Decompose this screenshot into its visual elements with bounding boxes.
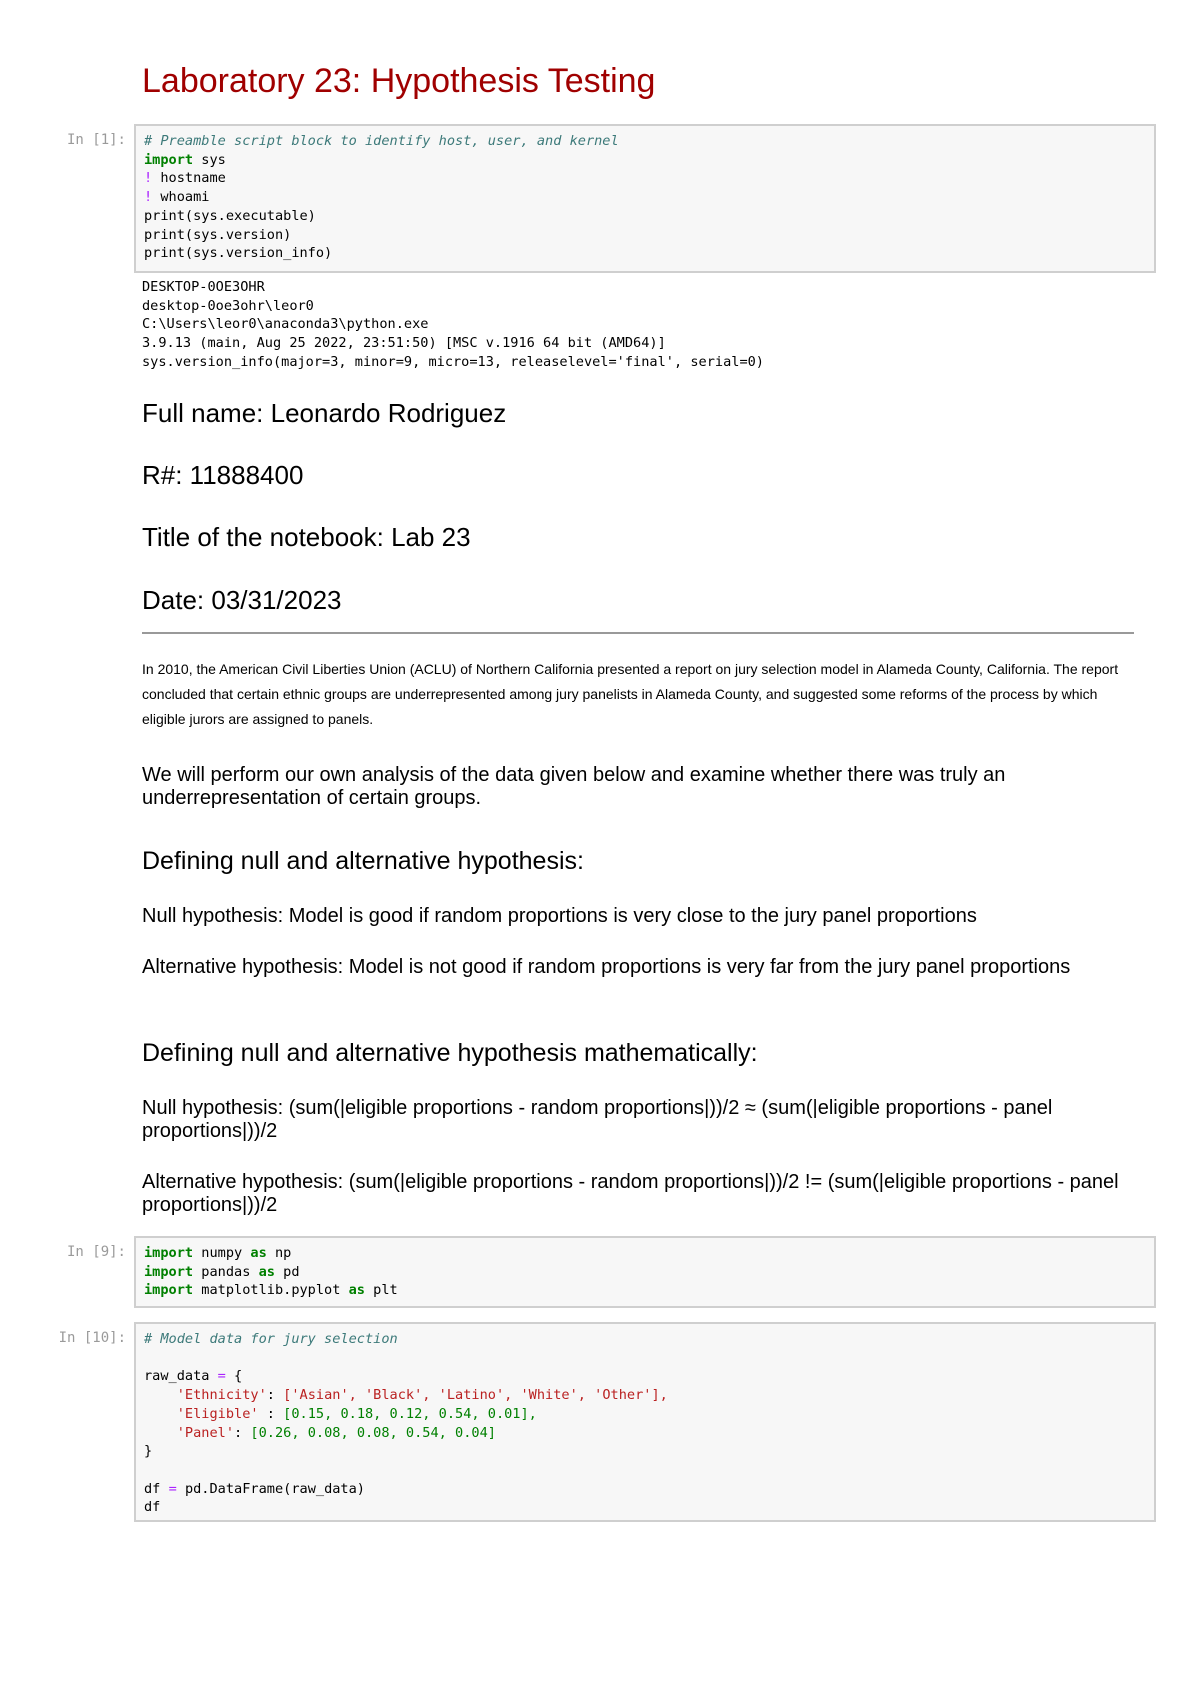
null-hypothesis: Null hypothesis: Model is good if random proportions is very close to the jury panel proportions — [142, 905, 977, 927]
cell-prompt-9: In [9]: — [66, 1244, 126, 1260]
code-keyword: as — [250, 1245, 267, 1261]
code-text: } — [144, 1443, 153, 1460]
code-text: matplotlib.pyplot — [193, 1282, 349, 1299]
shell-bang: ! — [144, 189, 153, 206]
alternative-hypothesis: Alternative hypothesis: Model is not good if random proportions is very far from the jury panel proportions — [142, 956, 1071, 978]
code-text: numpy — [193, 1245, 251, 1261]
math-hypothesis-heading: Defining null and alternative hypothesis mathematically: — [142, 1039, 758, 1067]
shell-bang: ! — [144, 170, 153, 187]
code-text: print(sys.version_info) — [144, 245, 333, 262]
code-keyword: as — [348, 1282, 365, 1299]
code-keyword: import — [144, 1245, 194, 1261]
code-string: 'Ethnicity' — [176, 1387, 267, 1404]
code-text: pd.DataFrame(raw_data) — [184, 1480, 365, 1497]
code-text: np — [266, 1245, 292, 1261]
code-text: df — [144, 1480, 161, 1497]
code-operator: = — [168, 1480, 177, 1497]
code-cell-model-data[interactable]: # Model data for jury selection raw_data = { 'Ethnicity': ['Asian', 'Black', 'Latino', 'White', 'Other'], 'Eligible' : [0.15, 0.18, 0.12, 0.54, 0.01], 'Panel': [0.26, 0.08, 0.08, 0.54, 0.04] } df = pd.DataFrame(raw_data) df — [134, 1322, 1156, 1522]
code-text: print(sys.version) — [144, 226, 292, 243]
code-text: hostname — [152, 170, 226, 187]
notebook-title: Title of the notebook: Lab 23 — [142, 522, 471, 552]
code-operator: = — [217, 1368, 226, 1385]
code-keyword: as — [258, 1263, 275, 1280]
page-title: Laboratory 23: Hypothesis Testing — [142, 62, 656, 100]
code-text: { — [234, 1368, 243, 1385]
code-keyword: import — [144, 1282, 194, 1299]
analysis-paragraph: We will perform our own analysis of the data given below and examine whether there was truly an underrepresentation of certain groups. — [142, 764, 1006, 809]
code-comment: # Preamble script block to identify host, user, and kernel — [144, 133, 619, 149]
code-text: pandas — [193, 1263, 259, 1280]
code-keyword: import — [144, 151, 194, 168]
code-cell-preamble[interactable] — [134, 124, 1156, 273]
code-keyword: import — [144, 1263, 194, 1280]
code-value: [0.15, 0.18, 0.12, 0.54, 0.01], — [283, 1405, 537, 1422]
hypothesis-heading: Defining null and alternative hypothesis: — [142, 847, 584, 875]
r-number: R#: 11888400 — [142, 460, 304, 490]
code-text: df — [144, 1499, 161, 1516]
code-text: print(sys.executable) — [144, 207, 316, 224]
divider — [142, 632, 1134, 634]
alternative-hypothesis-math: Alternative hypothesis: (sum(|eligible proportions - random proportions|))/2 != (sum(|eligible proportions - panel proportions|))/2 — [142, 1171, 1119, 1216]
code-comment: # Model data for jury selection — [144, 1331, 398, 1347]
code-string: 'Eligible' — [176, 1405, 259, 1422]
code-text: plt — [364, 1282, 398, 1299]
null-hypothesis-math: Null hypothesis: (sum(|eligible proportions - random proportions|))/2 ≈ (sum(|eligible proportions - panel proportions|))/2 — [142, 1097, 1053, 1142]
code-text: sys — [193, 151, 226, 168]
code-value: [0.26, 0.08, 0.08, 0.54, 0.04] — [250, 1424, 496, 1441]
code-text: pd — [274, 1263, 300, 1280]
code-cell-imports[interactable] — [134, 1236, 1156, 1308]
code-text: raw_data — [144, 1368, 210, 1385]
intro-paragraph: In 2010, the American Civil Liberties Union (ACLU) of Northern California presented a report on jury selection model in Alameda County, California. The report concluded that certain ethnic groups are underrepresented among jury panelists in Alameda County, and suggested some reforms of the process by which eligible jurors are assigned to panels. — [142, 661, 1119, 727]
code-text: whoami — [152, 189, 210, 206]
cell-prompt-1: In [1]: — [66, 132, 126, 148]
cell-prompt-10: In [10]: — [58, 1330, 126, 1346]
code-string: 'Panel' — [176, 1424, 235, 1441]
cell-output-1: DESKTOP-0OE3OHR desktop-0oe3ohr\leor0 C:\Users\leor0\anaconda3\python.exe 3.9.13 (main, Aug 25 2022, 23:51:50) [MSC v.1916 64 bit (AMD64)] sys.version_info(major=3, minor=9, micro=13, releaselevel='final', serial=0) — [142, 279, 764, 370]
code-value: ['Asian', 'Black', 'Latino', 'White', 'Other'], — [283, 1387, 668, 1404]
date: Date: 03/31/2023 — [142, 585, 342, 615]
full-name: Full name: Leonardo Rodriguez — [142, 398, 507, 428]
